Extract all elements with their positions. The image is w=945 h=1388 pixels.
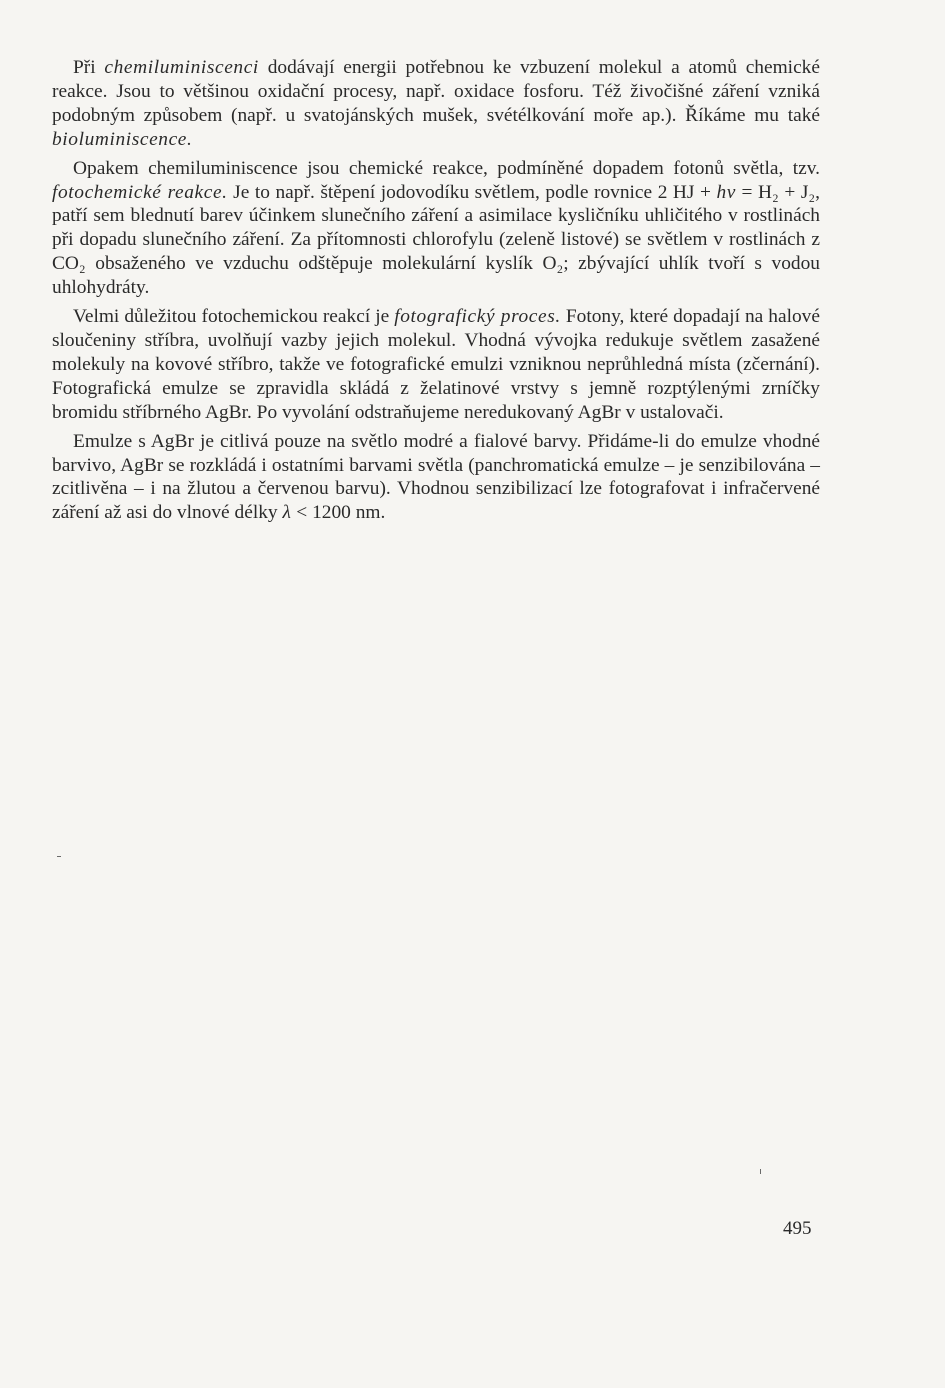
term-fotochemicke-reakce: fotochemické reakce.: [52, 181, 228, 203]
symbol-lambda: λ: [282, 502, 292, 524]
text-span: Při: [73, 57, 105, 78]
term-chemiluminiscence: chemiluminiscenci: [104, 57, 259, 78]
text-span: Je to např. štěpení jodovodíku světlem, podle rovnice 2 HJ +: [227, 181, 717, 203]
term-fotograficky-proces: fotografický proces.: [394, 306, 561, 328]
text-span: Opakem chemiluminiscence jsou chemické reakce, podmíněné dopadem fotonů světla, tzv.: [73, 157, 820, 179]
page-number: 495: [783, 1218, 812, 1239]
term-bioluminiscence: bioluminiscence.: [52, 128, 193, 150]
formula-h-nu: hν: [716, 181, 737, 203]
paragraph-chemiluminescence: [52, 56, 820, 152]
paragraph-emulsion: [52, 430, 820, 526]
scan-speck: [760, 1169, 761, 1174]
text-span: Velmi důležitou fotochemickou reakcí je: [73, 306, 395, 328]
body-text: [52, 56, 820, 525]
text-span: dodávají energii potřebnou ke vzbuzení molekul a atomů chemické reakce. Jsou to většinou oxidační procesy, např. oxidace fosforu. Též živočišné záření vzniká podobným způsobem (např. u svatojánských mušek, svétélkování moře ap.). Říkáme mu také: [52, 57, 820, 126]
text-span: = H₂ + J₂, patří sem blednutí barev účinkem slunečního záření a asimilace kysličníku uhličitého v rostlinách při dopadu slunečního záření. Za přítomnosti chlorofylu (zeleně listové) se světlem v rostlinách z CO₂ obsaženého ve vzduchu odštěpuje molekulární kyslík O₂; zbývající uhlík tvoří s vodou uhlohydráty.: [52, 181, 820, 299]
scan-speck: [57, 856, 61, 857]
text-span: Fotony, které dopadají na halové sloučeniny stříbra, uvolňují vazby jejich molekul. Vhodná vývojka redukuje světlem zasažené molekuly na kovové stříbro, takže ve fotografické emulzi vzniknou neprůhledná místa (zčernání). Fotografická emulze se zpravidla skládá z želatinové vrstvy s jemně rozptýlenými zrníčky bromidu stříbrného AgBr. Po vyvolání odstraňujeme neredukovaný AgBr v ustalovači.: [52, 306, 820, 423]
text-span: < 1200 nm.: [291, 502, 386, 524]
paragraph-photochemical-reactions: [52, 157, 820, 300]
paragraph-photographic-process: [52, 305, 820, 425]
text-span: Emulze s AgBr je citlivá pouze na světlo modré a fialové barvy. Přidáme-li do emulze vhodné barvivo, AgBr se rozkládá i ostatními barvami světla (panchromatická emulze – je senzibilována – zcitlivěna – i na žlutou a červenou barvu). Vhodnou senzibilizací lze fotografovat i infračervené záření až asi do vlnové délky: [52, 430, 820, 524]
